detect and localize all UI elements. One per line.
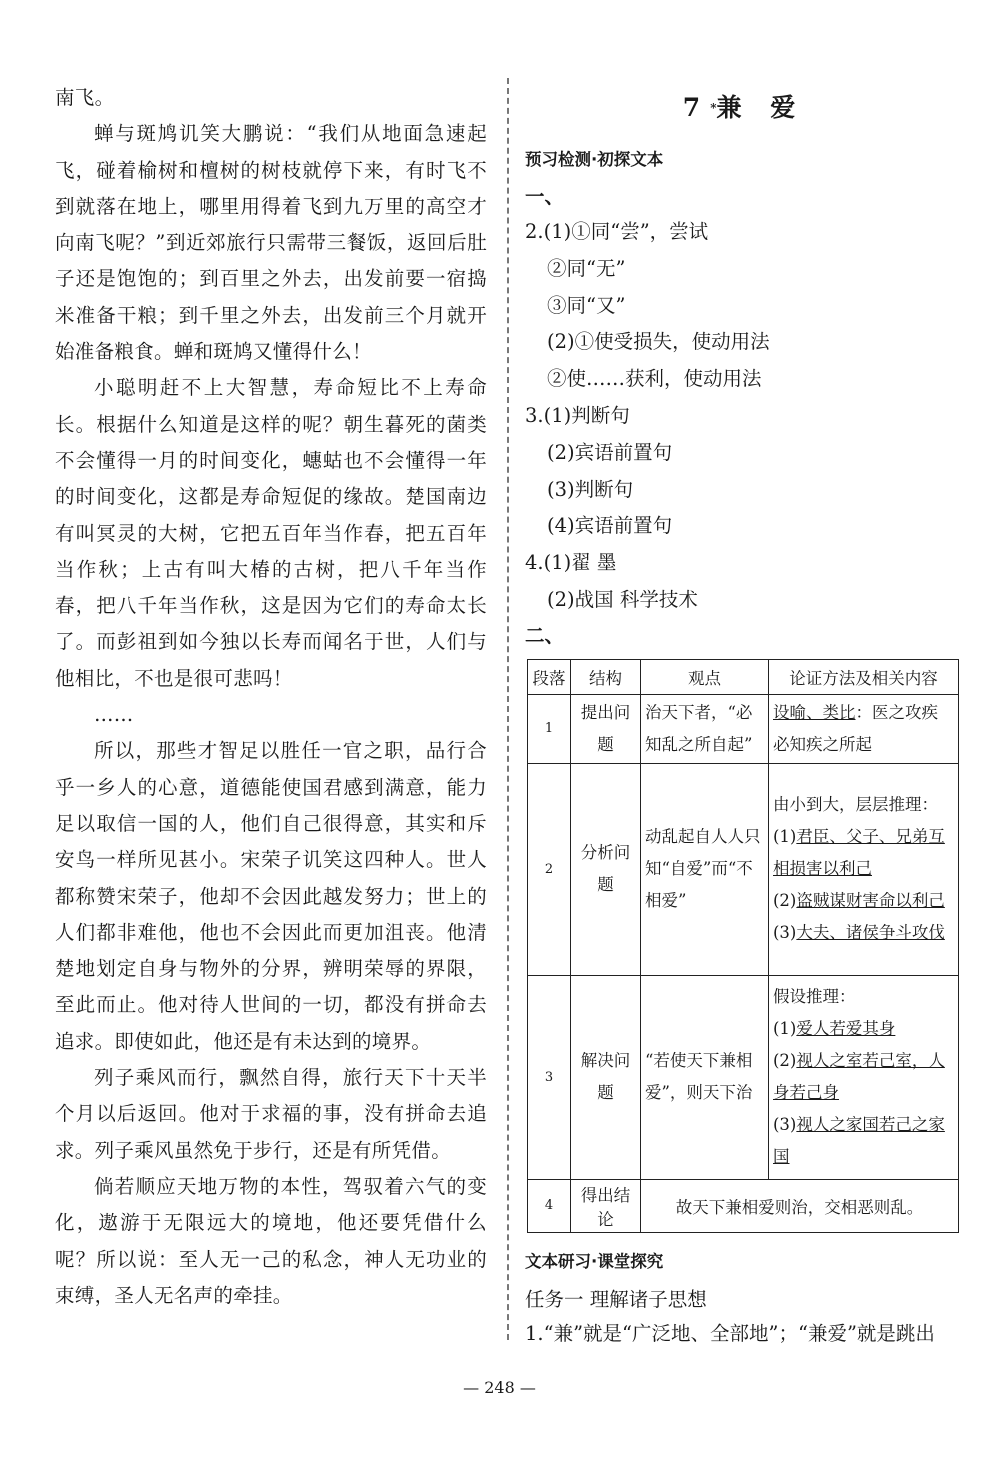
lesson-mark: * — [710, 101, 717, 115]
answer-line: ②使……获利，使动用法 — [547, 367, 762, 391]
method-item — [773, 1045, 954, 1109]
answer-line: (3)判断句 — [547, 477, 634, 501]
header-view: 观点 — [641, 659, 769, 694]
row3-method — [769, 975, 959, 1179]
left-column — [55, 80, 487, 1314]
paragraph: …… — [94, 703, 134, 727]
method-item-number: (2) — [773, 1051, 797, 1071]
lesson-number: 7 — [682, 93, 701, 122]
paragraph: 所以，那些才智足以胜任一官之职，品行合乎一乡人的心意，道德能使国君感到满意，能力足以取信一国的人，他们自己很得意，其实和斥安鸟一样所见甚小。宋荣子讥笑这四种人。世人都称赞宋荣子，他却不会因此越发努力；世上的人们都非难他，他也不会因此而更加沮丧。他清楚地划定自身与物外的分界，辨明荣辱的界限，至此而止。他对待人世间的一切，都没有拼命去追求。即使如此，他还是有未达到的境界。 — [55, 739, 487, 1053]
row2-view: 动乱起自人人只知“自爱”而“不相爱” — [641, 763, 769, 975]
row3-structure: 解决问题 — [571, 975, 641, 1179]
row3-lead: 假设推理： — [773, 987, 856, 1007]
method-item-text: 视人之家国若己之家国 — [773, 1115, 945, 1167]
table-header-row — [528, 659, 959, 694]
row4-structure: 得出结论 — [571, 1179, 641, 1232]
lesson-title — [525, 88, 963, 128]
section-heading-preview: 预习检测·初探文本 — [525, 150, 664, 169]
row4-conclusion: 故天下兼相爱则治，交相恶则乱。 — [641, 1179, 959, 1232]
row4-para: 4 — [528, 1179, 571, 1232]
answer-line: 3.(1)判断句 — [525, 403, 630, 427]
row3-items — [773, 1013, 954, 1173]
header-structure: 结构 — [571, 659, 641, 694]
answer-line: ②同“无” — [547, 256, 626, 280]
row1-method — [769, 694, 959, 763]
answer-line: 4.(1)翟 墨 — [525, 551, 617, 575]
answer-line: ③同“又” — [547, 293, 626, 317]
part-two-label: 二、 — [525, 623, 565, 647]
answer-line: (2)宾语前置句 — [547, 440, 673, 464]
method-item-number: (2) — [773, 891, 797, 911]
method-item-number: (3) — [773, 1115, 797, 1135]
table-row — [528, 1179, 959, 1232]
row2-structure: 分析问题 — [571, 763, 641, 975]
column-divider — [507, 78, 509, 1340]
task-line: 1.“兼”就是“广泛地、全部地”；“兼爱”就是跳出 — [525, 1321, 935, 1345]
method-item-number: (1) — [773, 1019, 797, 1039]
section-heading-study: 文本研习·课堂探究 — [525, 1251, 664, 1271]
row3-para: 3 — [528, 975, 571, 1179]
paragraph: 倘若顺应天地万物的本性，驾驭着六气的变化，遨游于无限远大的境地，他还要凭借什么呢？所以说：至人无一己的私念，神人无功业的束缚，圣人无名声的牵挂。 — [55, 1174, 487, 1307]
row2-items — [773, 821, 954, 949]
header-paragraph: 段落 — [528, 659, 571, 694]
part-one-label: 一、 — [525, 185, 565, 208]
method-item-text: 君臣、父子、兄弟互相损害以利己 — [773, 827, 945, 879]
method-item-text: 大夫、诸侯争斗攻伐 — [796, 923, 945, 943]
row1-method-rest: ：医之攻疾必知疾之所起 — [773, 702, 938, 754]
header-method: 论证方法及相关内容 — [769, 659, 959, 694]
paragraph: 列子乘风而行，飘然自得，旅行天下十天半个月以后返回。他对于求福的事，没有拼命去追求。列子乘风虽然免于步行，还是有所凭借。 — [55, 1066, 487, 1162]
row2-lead: 由小到大，层层推理： — [773, 795, 938, 815]
paragraph: 蝉与斑鸠讥笑大鹏说：“我们从地面急速起飞，碰着榆树和檀树的树枝就停下来，有时飞不到就落在地上，哪里用得着飞到九万里的高空才向南飞呢？”到近郊旅行只需带三餐饭，返回后肚子还是饱饱的；到百里之外去，出发前要一宿捣米准备干粮；到千里之外去，出发前三个月就开始准备粮食。蝉和斑鸠又懂得什么！ — [55, 122, 487, 364]
method-item-number: (3) — [773, 923, 797, 943]
task-section — [525, 1245, 963, 1351]
answer-line: (2)①使受损失，使动用法 — [547, 330, 770, 354]
answer-line: (2)战国 科学技术 — [547, 587, 698, 611]
method-item — [773, 821, 954, 885]
argument-table — [527, 659, 959, 1233]
task-title: 任务一 理解诸子思想 — [525, 1287, 707, 1311]
paragraph: 南飞。 — [55, 86, 115, 109]
row2-method — [769, 763, 959, 975]
method-item — [773, 1109, 954, 1173]
right-column — [525, 88, 963, 1351]
method-item — [773, 1013, 954, 1045]
method-item — [773, 917, 954, 949]
page-number: — 248 — — [463, 1378, 536, 1397]
row1-structure: 提出问题 — [571, 694, 641, 763]
method-item-text: 盗贼谋财害命以利己 — [796, 891, 945, 911]
method-item-text: 爱人若爱其身 — [796, 1019, 896, 1039]
answer-line: (4)宾语前置句 — [547, 514, 673, 538]
method-item — [773, 885, 954, 917]
row3-view: “若使天下兼相爱”，则天下治 — [641, 975, 769, 1179]
table-row — [528, 975, 959, 1179]
row2-para: 2 — [528, 763, 571, 975]
method-item-text: 视人之室若己室，人身若己身 — [773, 1051, 945, 1103]
method-item-number: (1) — [773, 827, 797, 847]
row1-view: 治天下者，“必知乱之所自起” — [641, 694, 769, 763]
table-row — [528, 763, 959, 975]
answer-list — [525, 214, 963, 619]
lesson-title-text: 兼 爱 — [716, 93, 806, 122]
row1-method-underlined: 设喻、类比 — [773, 702, 856, 722]
row1-para: 1 — [528, 694, 571, 763]
table-row — [528, 694, 959, 763]
answer-line: 2.(1)①同“尝”，尝试 — [525, 220, 709, 243]
paragraph: 小聪明赶不上大智慧，寿命短比不上寿命长。根据什么知道是这样的呢？朝生暮死的菌类不会懂得一月的时间变化，蟪蛄也不会懂得一年的时间变化，这都是寿命短促的缘故。楚国南边有叫冥灵的大树，它把五百年当作春，把五百年当作秋；上古有叫大椿的古树，把八千年当作春，把八千年当作秋，这是因为它们的寿命太长了。而彭祖到如今独以长寿而闻名于世，人们与他相比，不也是很可悲吗！ — [55, 376, 487, 690]
